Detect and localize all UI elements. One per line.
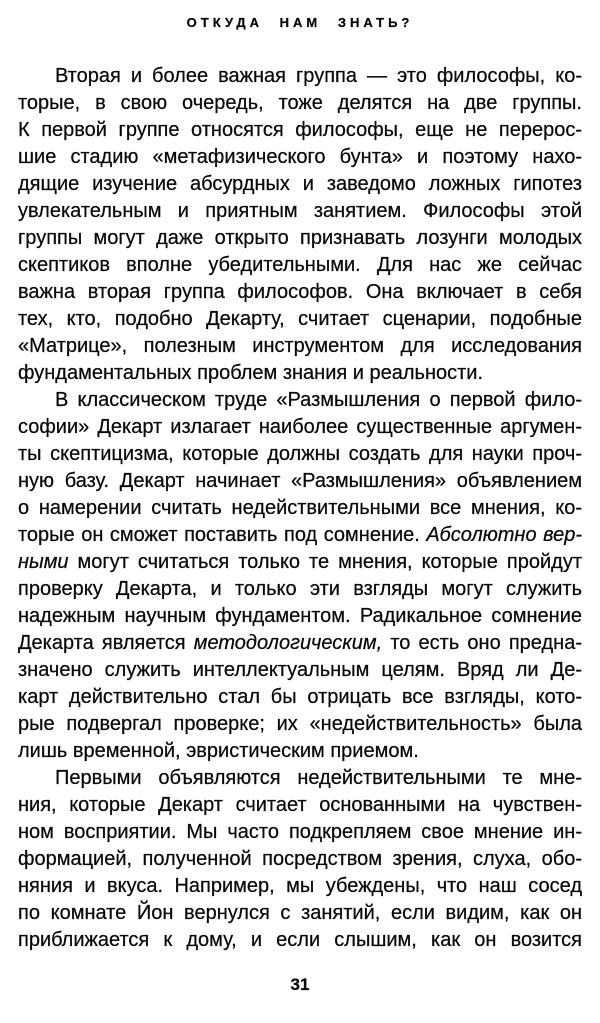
text-line (18, 603, 582, 630)
text-line (18, 657, 582, 684)
text-segment: «Матрице», полезным инструментом для исследования (18, 335, 582, 357)
text-segment: ную базу. Декарт начинает «Размышления» объявлением (18, 470, 582, 492)
text-segment: софии» Декарт излагает наиболее существенные аргумен- (18, 416, 582, 438)
text-segment: карт действительно стал бы отрицать все взгляды, кото- (18, 686, 582, 708)
text-segment: приближается к дому, и если слышим, как он возится (18, 929, 582, 951)
italic-text: методологическим, (193, 632, 383, 654)
text-segment: важна вторая группа философов. Она включает в себя (18, 281, 582, 303)
text-line (18, 522, 582, 549)
text-line (18, 279, 582, 306)
text-line (18, 549, 582, 576)
text-segment: формацией, полученной посредством зрения, слуха, обо- (18, 848, 582, 870)
text-segment: В классическом труде «Размышления о первой фило- (55, 389, 582, 411)
text-line (18, 630, 582, 657)
text-segment: Первыми объявляются недействительными те мне- (55, 767, 582, 789)
text-line (18, 387, 582, 414)
text-line (18, 873, 582, 900)
text-segment: значено служить интеллектуальным целям. Вряд ли Де- (18, 659, 582, 681)
text-line (18, 468, 582, 495)
italic-text: Абсолютно вер- (426, 524, 582, 546)
text-line (18, 495, 582, 522)
text-line (18, 684, 582, 711)
text-line (18, 225, 582, 252)
text-line (18, 414, 582, 441)
text-line (18, 792, 582, 819)
text-segment: няния и вкуса. Например, мы убеждены, что наш сосед (18, 875, 582, 897)
text-segment: лишь временной, эвристическим приемом. (18, 740, 419, 762)
text-line (18, 846, 582, 873)
text-line (18, 63, 582, 90)
text-segment: торые, в свою очередь, тоже делятся на две группы. (18, 92, 582, 114)
text-segment: ния, которые Декарт считает основанными на чувствен- (18, 794, 582, 816)
text-segment: надежным научным фундаментом. Радикальное сомнение (18, 605, 582, 627)
text-line (18, 927, 582, 954)
text-segment: фундаментальных проблем знания и реальности. (18, 362, 484, 384)
text-line (18, 252, 582, 279)
text-line (18, 900, 582, 927)
text-segment: проверку Декарта, и только эти взгляды могут служить (18, 578, 582, 600)
text-segment: дящие изучение абсурдных и заведомо ложных гипотез (18, 173, 582, 195)
text-line (18, 360, 582, 387)
text-segment: Вторая и более важная группа — это философы, ко- (55, 65, 582, 87)
body-text (18, 63, 582, 954)
text-segment: скептиков вполне убедительными. Для нас же сейчас (18, 254, 582, 276)
text-segment: Декарта является (18, 632, 194, 654)
text-segment: могут считаться только те мнения, которые пройдут (68, 551, 582, 573)
text-segment: тех, кто, подобно Декарту, считает сценарии, подобные (18, 308, 582, 330)
text-segment: ты скептицизма, которые должны создать для науки проч- (18, 443, 582, 465)
text-line (18, 711, 582, 738)
text-line (18, 198, 582, 225)
text-line (18, 738, 582, 765)
text-line (18, 819, 582, 846)
text-segment: К первой группе относятся философы, еще не перерос- (18, 119, 582, 141)
text-line (18, 765, 582, 792)
text-segment: группы могут даже открыто признавать лозунги молодых (18, 227, 582, 249)
text-segment: увлекательным и приятным занятием. Философы этой (18, 200, 582, 222)
text-segment: о намерении считать недействительными все мнения, ко- (18, 497, 582, 519)
text-segment: торые он сможет поставить под сомнение. (18, 524, 427, 546)
text-segment: рые подвергал проверке; их «недействительность» была (18, 713, 582, 735)
text-segment: то есть оно предна- (382, 632, 582, 654)
text-line (18, 333, 582, 360)
page-number: 31 (290, 975, 310, 994)
text-segment: по комнате Йон вернулся с занятий, если видим, как он (18, 902, 582, 924)
text-line (18, 171, 582, 198)
text-line (18, 117, 582, 144)
running-header: ОТКУДА НАМ ЗНАТЬ? (186, 15, 414, 30)
text-line (18, 306, 582, 333)
italic-text: ными (18, 551, 69, 573)
text-line (18, 90, 582, 117)
text-segment: шие стадию «метафизического бунта» и поэтому нахо- (18, 146, 582, 168)
text-line (18, 441, 582, 468)
text-segment: ном восприятии. Мы часто подкрепляем свое мнение ин- (18, 821, 582, 843)
text-line (18, 576, 582, 603)
text-line (18, 144, 582, 171)
